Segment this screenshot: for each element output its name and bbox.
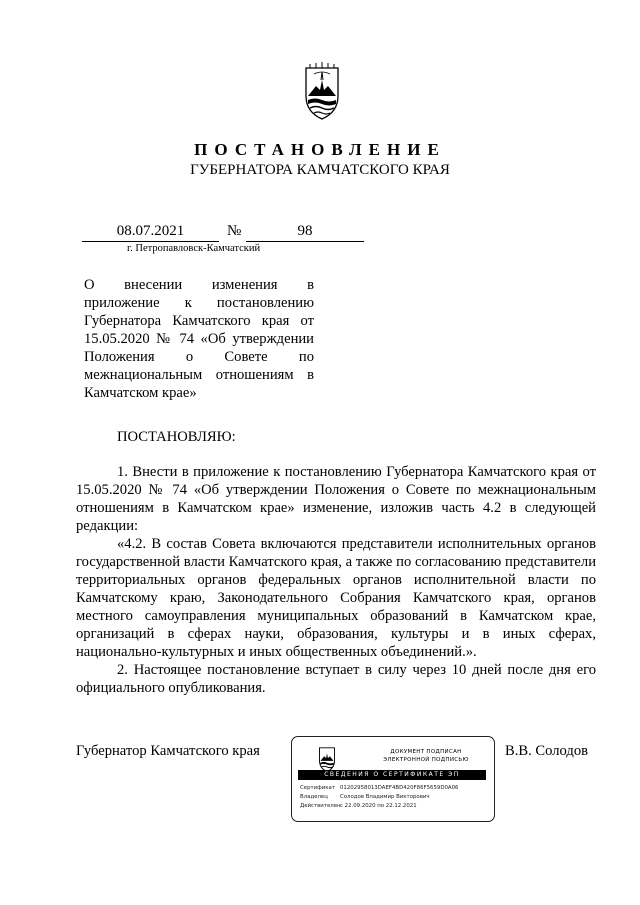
- document-body: [76, 463, 596, 697]
- city-label: г. Петропавловск-Камчатский: [127, 243, 261, 254]
- certificate-value: 01202958013DAEF4BD420F86F5659D0A06: [340, 785, 459, 791]
- owner-label: Владелец: [300, 794, 328, 800]
- signer-position: Губернатор Камчатского края: [76, 743, 260, 759]
- stamp-row-certificate: [300, 785, 458, 791]
- issuer-subtitle: ГУБЕРНАТОРА КАМЧАТСКОГО КРАЯ: [190, 162, 450, 178]
- paragraph-2: «4.2. В состав Совета включаются представители исполнительных органов государственной власти Камчатского края, а также по согласованию представители территориальных органов федеральных органов исполнительной власти по Камчатскому краю, Законодательного Собрания Камчатского края, органов местного самоуправления муниципальных образований в Камчатском крае, организаций в сферах науки, образования, культуры и в иных сферах, национально-культурных и иных общественных объединений.».: [76, 536, 596, 660]
- stamp-row-validity: [300, 803, 417, 809]
- number-sign: №: [227, 223, 242, 239]
- stamp-header-line1: ДОКУМЕНТ ПОДПИСАН: [390, 749, 462, 755]
- document-number: 98: [246, 223, 364, 242]
- valid-value: с 22.09.2020 по 22.12.2021: [340, 803, 417, 809]
- signer-name: В.В. Солодов: [505, 743, 589, 759]
- document-subject: О внесении изменения в приложение к постановлению Губернатора Камчатского края от 15.05.2020 № 74 «Об утверждении Положения о Совете по межнациональным отношениям в Камчатском крае»: [84, 277, 314, 401]
- stamp-certificate-bar: СВЕДЕНИЯ О СЕРТИФИКАТЕ ЭП: [298, 770, 486, 780]
- stamp-header-line2: ЭЛЕКТРОННОЙ ПОДПИСЬЮ: [383, 757, 469, 763]
- coat-of-arms-emblem: [296, 62, 348, 122]
- certificate-label: Сертификат: [300, 785, 335, 791]
- document-date: 08.07.2021: [82, 223, 219, 242]
- stamp-emblem-icon: [314, 745, 340, 773]
- electronic-signature-stamp: [291, 736, 495, 822]
- document-title: ПОСТАНОВЛЕНИЕ: [194, 140, 446, 159]
- owner-value: Солодов Владимир Викторович: [340, 794, 430, 800]
- stamp-row-owner: [300, 794, 430, 800]
- decree-word: ПОСТАНОВЛЯЮ:: [117, 429, 236, 445]
- stamp-header: [372, 748, 480, 764]
- paragraph-1: 1. Внести в приложение к постановлению Губернатора Камчатского края от 15.05.2020 № 74 «Об утверждении Положения о Совете по межнациональным отношениям в Камчатском крае» изменение, изложив часть 4.2 в следующей редакции:: [76, 464, 596, 534]
- paragraph-3: 2. Настоящее постановление вступает в силу через 10 дней после дня его официального опубликования.: [76, 662, 596, 696]
- valid-label: Действителен: [300, 803, 341, 809]
